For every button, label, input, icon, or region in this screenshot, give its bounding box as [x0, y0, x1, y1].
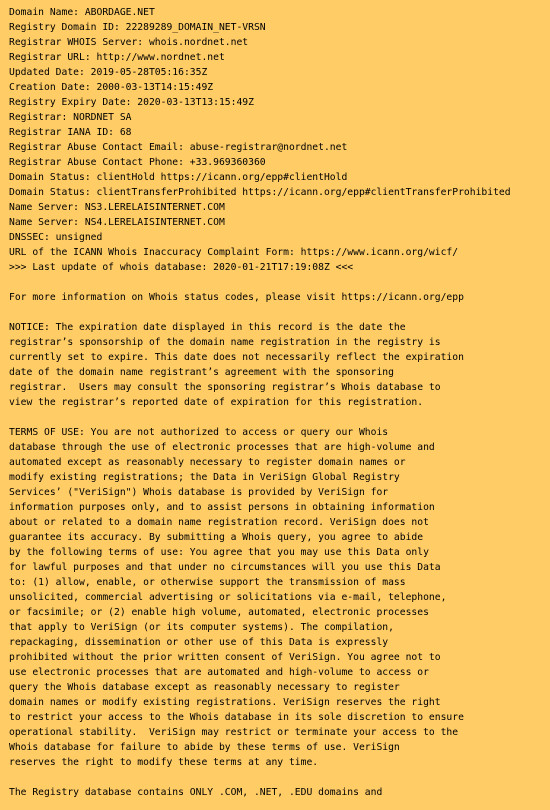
whois-line: to restrict your access to the Whois database in its sole discretion to ensure	[9, 712, 464, 723]
whois-line: Registrar WHOIS Server: whois.nordnet.net	[9, 37, 249, 48]
whois-line: NOTICE: The expiration date displayed in this record is the date the	[9, 322, 406, 333]
blank-line	[9, 410, 550, 425]
whois-line: database through the use of electronic processes that are high-volume and	[9, 442, 435, 453]
whois-line: domain names or modify existing registrations. VeriSign reserves the right	[9, 697, 441, 708]
whois-line: registrar. Users may consult the sponsoring registrar’s Whois database to	[9, 382, 441, 393]
whois-line: unsolicited, commercial advertising or solicitations via e-mail, telephone,	[9, 592, 447, 603]
whois-line: Registrar URL: http://www.nordnet.net	[9, 52, 225, 63]
whois-line: about or related to a domain name registration record. VeriSign does not	[9, 517, 429, 528]
whois-line: Registrar: NORDNET SA	[9, 112, 132, 123]
whois-line: Whois database for failure to abide by these terms of use. VeriSign	[9, 742, 400, 753]
whois-line: URL of the ICANN Whois Inaccuracy Complaint Form: https://www.icann.org/wicf/	[9, 247, 459, 258]
whois-line: Name Server: NS4.LERELAISINTERNET.COM	[9, 217, 225, 228]
blank-line	[9, 770, 550, 785]
whois-line: by the following terms of use: You agree that you may use this Data only	[9, 547, 429, 558]
whois-line: Domain Status: clientTransferProhibited https://icann.org/epp#clientTransferProhibited	[9, 187, 511, 198]
whois-line: or facsimile; or (2) enable high volume, automated, electronic processes	[9, 607, 429, 618]
whois-line: automated except as reasonably necessary to register domain names or	[9, 457, 406, 468]
whois-line: Registrar Abuse Contact Email: abuse-registrar@nordnet.net	[9, 142, 348, 153]
whois-line: >>> Last update of whois database: 2020-01-21T17:19:08Z <<<	[9, 262, 354, 273]
whois-line: Services’ ("VeriSign") Whois database is provided by VeriSign for	[9, 487, 389, 498]
whois-line: information purposes only, and to assist persons in obtaining information	[9, 502, 435, 513]
whois-line: Registrar Abuse Contact Phone: +33.969360360	[9, 157, 266, 168]
whois-line: modify existing registrations; the Data in VeriSign Global Registry	[9, 472, 400, 483]
whois-line: reserves the right to modify these terms at any time.	[9, 757, 319, 768]
whois-line: Registrar IANA ID: 68	[9, 127, 132, 138]
whois-line: For more information on Whois status codes, please visit https://icann.org/epp	[9, 292, 464, 303]
whois-line: Registry Expiry Date: 2020-03-13T13:15:49Z	[9, 97, 254, 108]
whois-line: TERMS OF USE: You are not authorized to access or query our Whois	[9, 427, 389, 438]
whois-line: currently set to expire. This date does not necessarily reflect the expiration	[9, 352, 464, 363]
blank-line	[9, 275, 550, 290]
whois-line: date of the domain name registrant’s agreement with the sponsoring	[9, 367, 394, 378]
whois-line: prohibited without the prior written consent of VeriSign. You agree not to	[9, 652, 441, 663]
whois-line: Registry Domain ID: 22289289_DOMAIN_NET-VRSN	[9, 22, 266, 33]
whois-line: that apply to VeriSign (or its computer systems). The compilation,	[9, 622, 394, 633]
whois-line: guarantee its accuracy. By submitting a Whois query, you agree to abide	[9, 532, 424, 543]
whois-line: Name Server: NS3.LERELAISINTERNET.COM	[9, 202, 225, 213]
whois-line: DNSSEC: unsigned	[9, 232, 103, 243]
whois-line: The Registry database contains ONLY .COM, .NET, .EDU domains and	[9, 787, 383, 798]
blank-line	[9, 305, 550, 320]
whois-line: for lawful purposes and that under no circumstances will you use this Data	[9, 562, 441, 573]
whois-line: Domain Name: ABORDAGE.NET	[9, 7, 155, 18]
whois-line: Creation Date: 2000-03-13T14:15:49Z	[9, 82, 214, 93]
whois-line: repackaging, dissemination or other use of this Data is expressly	[9, 637, 389, 648]
whois-line: Domain Status: clientHold https://icann.org/epp#clientHold	[9, 172, 348, 183]
whois-line: operational stability. VeriSign may restrict or terminate your access to the	[9, 727, 459, 738]
whois-line: query the Whois database except as reasonably necessary to register	[9, 682, 400, 693]
whois-line: Updated Date: 2019-05-28T05:16:35Z	[9, 67, 208, 78]
whois-line: registrar’s sponsorship of the domain name registration in the registry is	[9, 337, 441, 348]
whois-line: view the registrar’s reported date of expiration for this registration.	[9, 397, 424, 408]
whois-line: use electronic processes that are automated and high-volume to access or	[9, 667, 429, 678]
whois-line: to: (1) allow, enable, or otherwise support the transmission of mass	[9, 577, 406, 588]
